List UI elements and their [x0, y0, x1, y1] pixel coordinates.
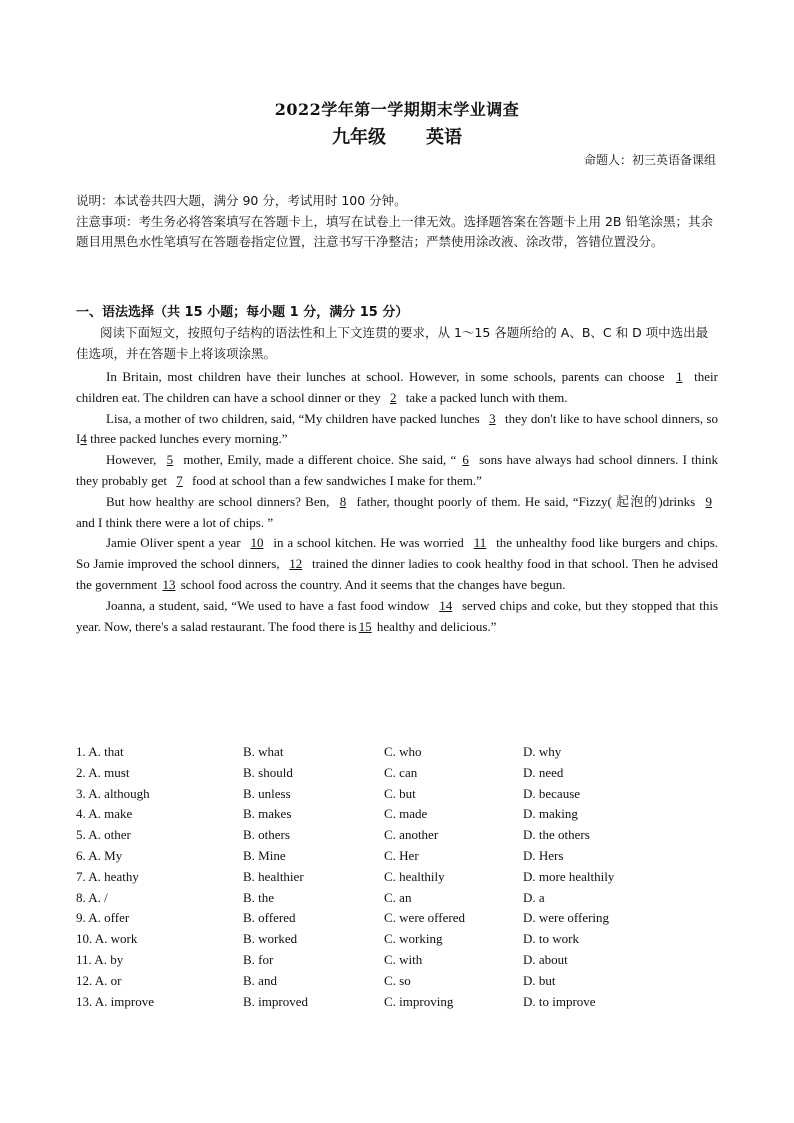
option-c: C. with: [384, 951, 423, 967]
option-c: C. improving: [384, 993, 454, 1009]
option-a: 13. A. improve: [76, 993, 154, 1009]
option-b: B. others: [243, 827, 290, 843]
option-b: B. worked: [243, 931, 298, 947]
text: sons have always had school dinners. I think they probably get: [76, 452, 719, 488]
section-heading: 一、语法选择（共 15 小题；每小题 1 分，满分 15 分）: [76, 305, 409, 320]
option-a: 11. A. by: [76, 951, 124, 967]
option-d: D. because: [523, 785, 581, 801]
option-b: B. and: [243, 972, 277, 988]
text: served chips and coke, but they stopped that this year. Now, there's a salad restaurant. The food there is: [76, 597, 718, 634]
option-c: C. were offered: [384, 910, 465, 926]
blank-14: 14: [439, 597, 453, 613]
grade-label: 九年级: [332, 127, 386, 148]
paragraph-2: [76, 409, 718, 451]
option-b: B. should: [243, 764, 293, 780]
option-row: [76, 846, 718, 867]
instructions-text: 阅读下面短文，按照句子结构的语法性和上下文连贯的要求，从 1～15 各题所给的 A、B、C 和 D 项中选出最佳选项，并在答题卡上将该项涂黑。: [76, 325, 709, 361]
blank-11: 11: [473, 535, 487, 551]
option-row: [76, 950, 718, 971]
text: healthy and delicious.”: [376, 618, 497, 634]
option-d: D. need: [523, 764, 564, 780]
blank-6: 6: [462, 452, 469, 468]
text: Jamie Oliver spent a year: [106, 535, 241, 551]
blank-13: 13: [162, 576, 176, 592]
blank-7: 7: [176, 472, 183, 488]
exam-title: 2022学年第一学期期末学业调查: [274, 100, 520, 119]
reading-passage: [76, 367, 718, 637]
option-c: C. an: [384, 889, 412, 905]
text: Joanna, a student, said, “We used to have a fast food window: [106, 597, 430, 613]
option-c: C. can: [384, 764, 418, 780]
blank-10: 10: [250, 535, 264, 551]
section-instructions: [76, 323, 718, 364]
option-a: 8. A. /: [76, 889, 108, 905]
option-d: D. making: [523, 806, 578, 822]
text: the unhealthy food like burgers and chips. So Jamie improved the school dinners,: [76, 535, 719, 572]
option-c: C. so: [384, 972, 411, 988]
blank-5: 5: [166, 452, 174, 468]
paragraph-5: [76, 533, 718, 595]
option-row: [76, 908, 718, 929]
option-d: D. were offering: [523, 910, 610, 926]
text: in a school kitchen. He was worried: [273, 535, 464, 551]
option-d: D. Hers: [523, 847, 564, 863]
option-a: 10. A. work: [76, 931, 138, 947]
option-b: B. the: [243, 889, 275, 905]
option-d: D. to work: [523, 931, 579, 947]
text: But how healthy are school dinners? Ben,: [106, 493, 330, 509]
blank-2: 2: [390, 389, 397, 405]
option-c: C. healthily: [384, 868, 445, 884]
option-a: 4. A. make: [76, 806, 133, 822]
option-row: [76, 825, 718, 846]
paragraph-4: [76, 492, 718, 534]
text: school food across the country. And it seems that the changes have begun.: [180, 576, 566, 592]
option-c: C. another: [384, 827, 439, 843]
option-b: B. makes: [243, 806, 292, 822]
option-d: D. a: [523, 889, 545, 905]
text: In Britain, most children have their lunches at school. However, in some schools, parents can choose: [106, 369, 665, 384]
blank-12: 12: [289, 556, 303, 572]
blank-4: 4: [80, 431, 87, 447]
paragraph-3: [76, 450, 718, 492]
option-c: C. made: [384, 806, 428, 822]
exam-notes: [76, 191, 718, 253]
option-b: B. offered: [243, 910, 296, 926]
text: father, thought poorly of them. He said, “Fizzy( 起泡的)drinks: [356, 493, 696, 509]
paragraph-1: [76, 367, 718, 409]
option-a: 3. A. although: [76, 785, 150, 801]
option-b: B. Mine: [243, 847, 286, 863]
text: and I think there were a lot of chips. ”: [76, 514, 274, 530]
blank-1: 1: [676, 369, 683, 384]
blank-15: 15: [358, 618, 372, 634]
note-description: 说明：本试卷共四大题，满分 90 分，考试用时 100 分钟。: [76, 193, 407, 208]
blank-3: 3: [489, 410, 496, 426]
option-d: D. more healthily: [523, 868, 615, 884]
text: their children eat. The children can have a school dinner or they: [76, 369, 718, 405]
option-row: [76, 888, 718, 909]
option-d: D. about: [523, 951, 568, 967]
option-row: [76, 971, 718, 992]
text: However,: [106, 452, 157, 468]
text: they don't like to have school dinners, so I: [76, 410, 718, 447]
option-row: [76, 763, 718, 784]
option-a: 2. A. must: [76, 764, 130, 780]
option-b: B. what: [243, 744, 284, 759]
subject-label: 英语: [426, 127, 462, 148]
option-a: 6. A. My: [76, 847, 123, 863]
option-c: C. working: [384, 931, 443, 947]
option-d: D. the others: [523, 827, 590, 843]
option-c: C. Her: [384, 847, 419, 863]
answer-options: [76, 742, 718, 1012]
option-b: B. healthier: [243, 868, 304, 884]
option-b: B. improved: [243, 993, 308, 1009]
author-line: 命题人：初三英语备课组: [583, 153, 716, 167]
option-c: C. but: [384, 785, 416, 801]
text: three packed lunches every morning.”: [90, 431, 288, 447]
option-a: 5. A. other: [76, 827, 131, 843]
option-d: D. why: [523, 744, 562, 759]
exam-subtitle: [0, 123, 794, 149]
option-row: [76, 742, 718, 763]
option-a: 12. A. or: [76, 972, 122, 988]
option-a: 1. A. that: [76, 744, 124, 759]
text: take a packed lunch with them.: [405, 389, 568, 405]
option-row: [76, 804, 718, 825]
text: Lisa, a mother of two children, said, “My children have packed lunches: [106, 410, 480, 426]
paragraph-6: [76, 596, 718, 638]
option-row: [76, 784, 718, 805]
text: food at school than a few sandwiches I make for them.”: [191, 472, 482, 488]
option-a: 9. A. offer: [76, 910, 130, 926]
text: mother, Emily, made a different choice. She said, “: [183, 452, 457, 468]
note-attention: 注意事项：考生务必将答案填写在答题卡上，填写在试卷上一律无效。选择题答案在答题卡上用 2B 铅笔涂黑；其余题目用黑色水性笔填写在答题卷指定位置，注意书写干净整洁；严禁使用涂改液、涂改带，答错位置没分。: [76, 213, 713, 249]
option-b: B. unless: [243, 785, 291, 801]
option-b: B. for: [243, 951, 274, 967]
blank-8: 8: [339, 493, 347, 509]
option-d: D. to improve: [523, 993, 596, 1009]
option-a: 7. A. heathy: [76, 868, 139, 884]
option-d: D. but: [523, 972, 556, 988]
blank-9: 9: [705, 493, 713, 509]
option-row: [76, 867, 718, 888]
text: trained the dinner ladies to cook healthy food in that school. Then he advised the government: [76, 556, 719, 592]
option-row: [76, 929, 718, 950]
option-c: C. who: [384, 744, 422, 759]
option-row: [76, 992, 718, 1013]
